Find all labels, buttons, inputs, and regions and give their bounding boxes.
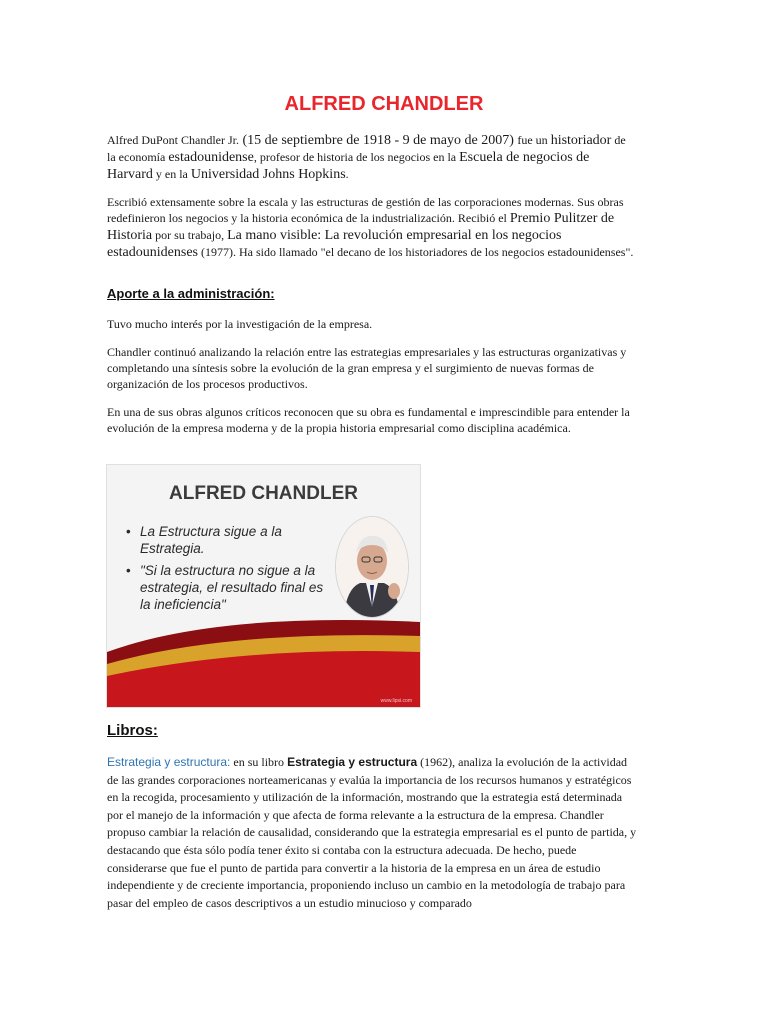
career-text: (1977). Ha sido llamado "el decano de los historiadores de los negocios estadounidenses". [197,245,634,259]
chandler-slide-image [107,465,420,707]
aporte-paragraph: Chandler continuó analizando la relación entre las estrategias empresariales y las estructuras organizativas y completando una síntesis sobre la evolución de la gran empresa y el surgimiento de nuevas formas de organización de los procesos productivos. [107,345,627,391]
career-paragraph [107,194,637,261]
intro-text: . [345,167,349,181]
intro-text: y en la [152,167,191,181]
intro-text: , profesor de historia de los negocios en la [253,150,460,164]
link-historiador[interactable]: historiador [550,133,612,148]
career-text: Escribió extensamente sobre la escala y las estructuras de gestión de las corporaciones modernas. Sus obras redefinieron los negocios y la historia económica de la industrialización. Recibió el [107,195,624,225]
intro-text: fue un [517,133,551,147]
intro-paragraph [107,132,637,183]
aporte-paragraph: En una de sus obras algunos críticos reconocen que su obra es fundamental e imprescindible para entender la evolución de la empresa moderna y de la propia historia empresarial como disciplina académica. [107,405,630,435]
link-estadounidense[interactable]: estadounidense [168,150,254,165]
intro-dates: (15 de septiembre de 1918 - 9 de mayo de 2007) [238,133,518,148]
slide-bullet-text: La Estructura sigue a la Estrategia. [140,524,282,556]
libros-paragraph [107,754,637,912]
intro-name: Alfred DuPont Chandler Jr. [107,133,239,147]
bullet-icon: • [126,524,131,539]
portrait-photo-icon [336,517,408,617]
heading-aporte: Aporte a la administración: [107,286,275,301]
libros-text: en su libro [230,755,288,769]
intro-text: de la economía [107,133,626,164]
link-johns-hopkins[interactable]: Universidad Johns Hopkins [190,167,346,182]
slide-title: ALFRED CHANDLER [169,483,358,504]
heading-libros: Libros: [107,722,158,739]
libros-book-title: Estrategia y estructura [287,755,418,769]
slide-bullet-list [124,523,334,618]
link-mano-visible[interactable]: La mano visible: La revolución empresarial en los negocios estadounidenses [107,228,562,260]
libros-label: Estrategia y estructura: [107,755,231,769]
slide-bullet-text: "Si la estructura no sigue a la estrategia, el resultado final es la ineficiencia" [140,563,324,612]
slide-credit: www.lipsi.com [380,698,412,704]
slide-bullet [124,523,334,557]
link-harvard[interactable]: Escuela de negocios de Harvard [107,150,590,182]
career-text: por su trabajo, [152,228,228,242]
link-pulitzer[interactable]: Premio Pulitzer de Historia [107,211,615,243]
aporte-paragraph: Tuvo mucho interés por la investigación de la empresa. [107,317,373,331]
slide-bullet [124,562,334,613]
page-title: ALFRED CHANDLER [284,93,484,115]
decorative-wave [107,612,420,707]
bullet-icon: • [126,563,131,578]
libros-text: (1962), analiza la evolución de la actividad de las grandes corporaciones norteamericanas y evalúa la importancia de los recursos humanos y estratégicos en la recogida, procesamiento y utilización de la información, mostrando que la estrategia está determinada por el manejo de la información y que afecta de forma relevante a la estructura de la empresa. Chandler propuso cambiar la relación de causalidad, considerando que la estrategia empresarial es el punto de partida, y destacando que ésta sólo podía tener éxito si contaba con la estructura adecuada. De hecho, puede considerarse que fue el punto de partida para convertir a la historia de la empresa en un área de estudio independiente y de creciente importancia, proponiendo incluso un cambio en la metodología de trabajo para pasar del empleo de casos descriptivos a un estudio minucioso y comparado [107,755,637,910]
